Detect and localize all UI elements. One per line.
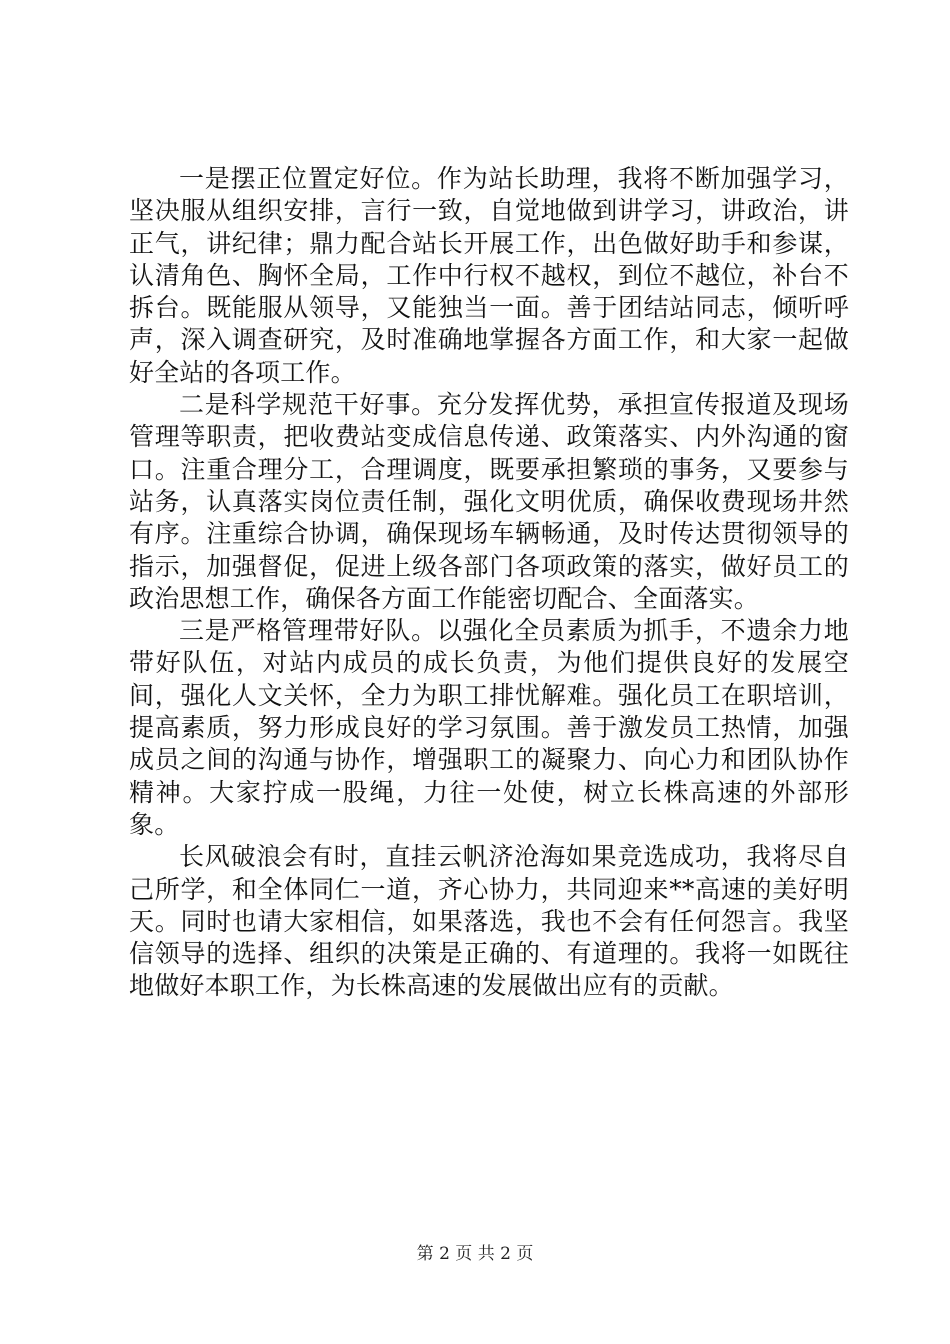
paragraph-3: 三是严格管理带好队。以强化全员素质为抓手，不遗余力地带好队伍，对站内成员的成长负责，为他们提供良好的发展空间，强化人文关怀，全力为职工排忧解难。强化员工在职培训，提高素质，努力形成良好的学习氛围。善于激发员工热情，加强成员之间的沟通与协作，增强职工的凝聚力、向心力和团队协作精神。大家拧成一股绳，力往一处使，树立长株高速的外部形象。 [129,616,849,839]
page-footer: 第 2 页 共 2 页 [416,1244,534,1264]
paragraph-1: 一是摆正位置定好位。作为站长助理，我将不断加强学习，坚决服从组织安排，言行一致，自觉地做到讲学习，讲政治，讲正气，讲纪律；鼎力配合站长开展工作，出色做好助手和参谋，认清角色、胸怀全局，工作中行权不越权，到位不越位，补台不拆台。既能服从领导，又能独当一面。善于团结站同志，倾听呼声，深入调查研究，及时准确地掌握各方面工作，和大家一起做好全站的各项工作。 [129,164,849,387]
paragraph-2: 二是科学规范干好事。充分发挥优势，承担宣传报道及现场管理等职责，把收费站变成信息传递、政策落实、内外沟通的窗口。注重合理分工，合理调度，既要承担繁琐的事务，又要参与站务，认真落实岗位责任制，强化文明优质，确保收费现场井然有序。注重综合协调，确保现场车辆畅通，及时传达贯彻领导的指示，加强督促，促进上级各部门各项政策的落实，做好员工的政治思想工作，确保各方面工作能密切配合、全面落实。 [129,390,849,613]
paragraph-4: 长风破浪会有时，直挂云帆济沧海如果竞选成功，我将尽自己所学，和全体同仁一道，齐心协力，共同迎来**高速的美好明天。同时也请大家相信，如果落选，我也不会有任何怨言。我坚信领导的选择、组织的决策是正确的、有道理的。我将一如既往地做好本职工作，为长株高速的发展做出应有的贡献。 [129,842,849,1001]
document-body [129,163,849,1003]
